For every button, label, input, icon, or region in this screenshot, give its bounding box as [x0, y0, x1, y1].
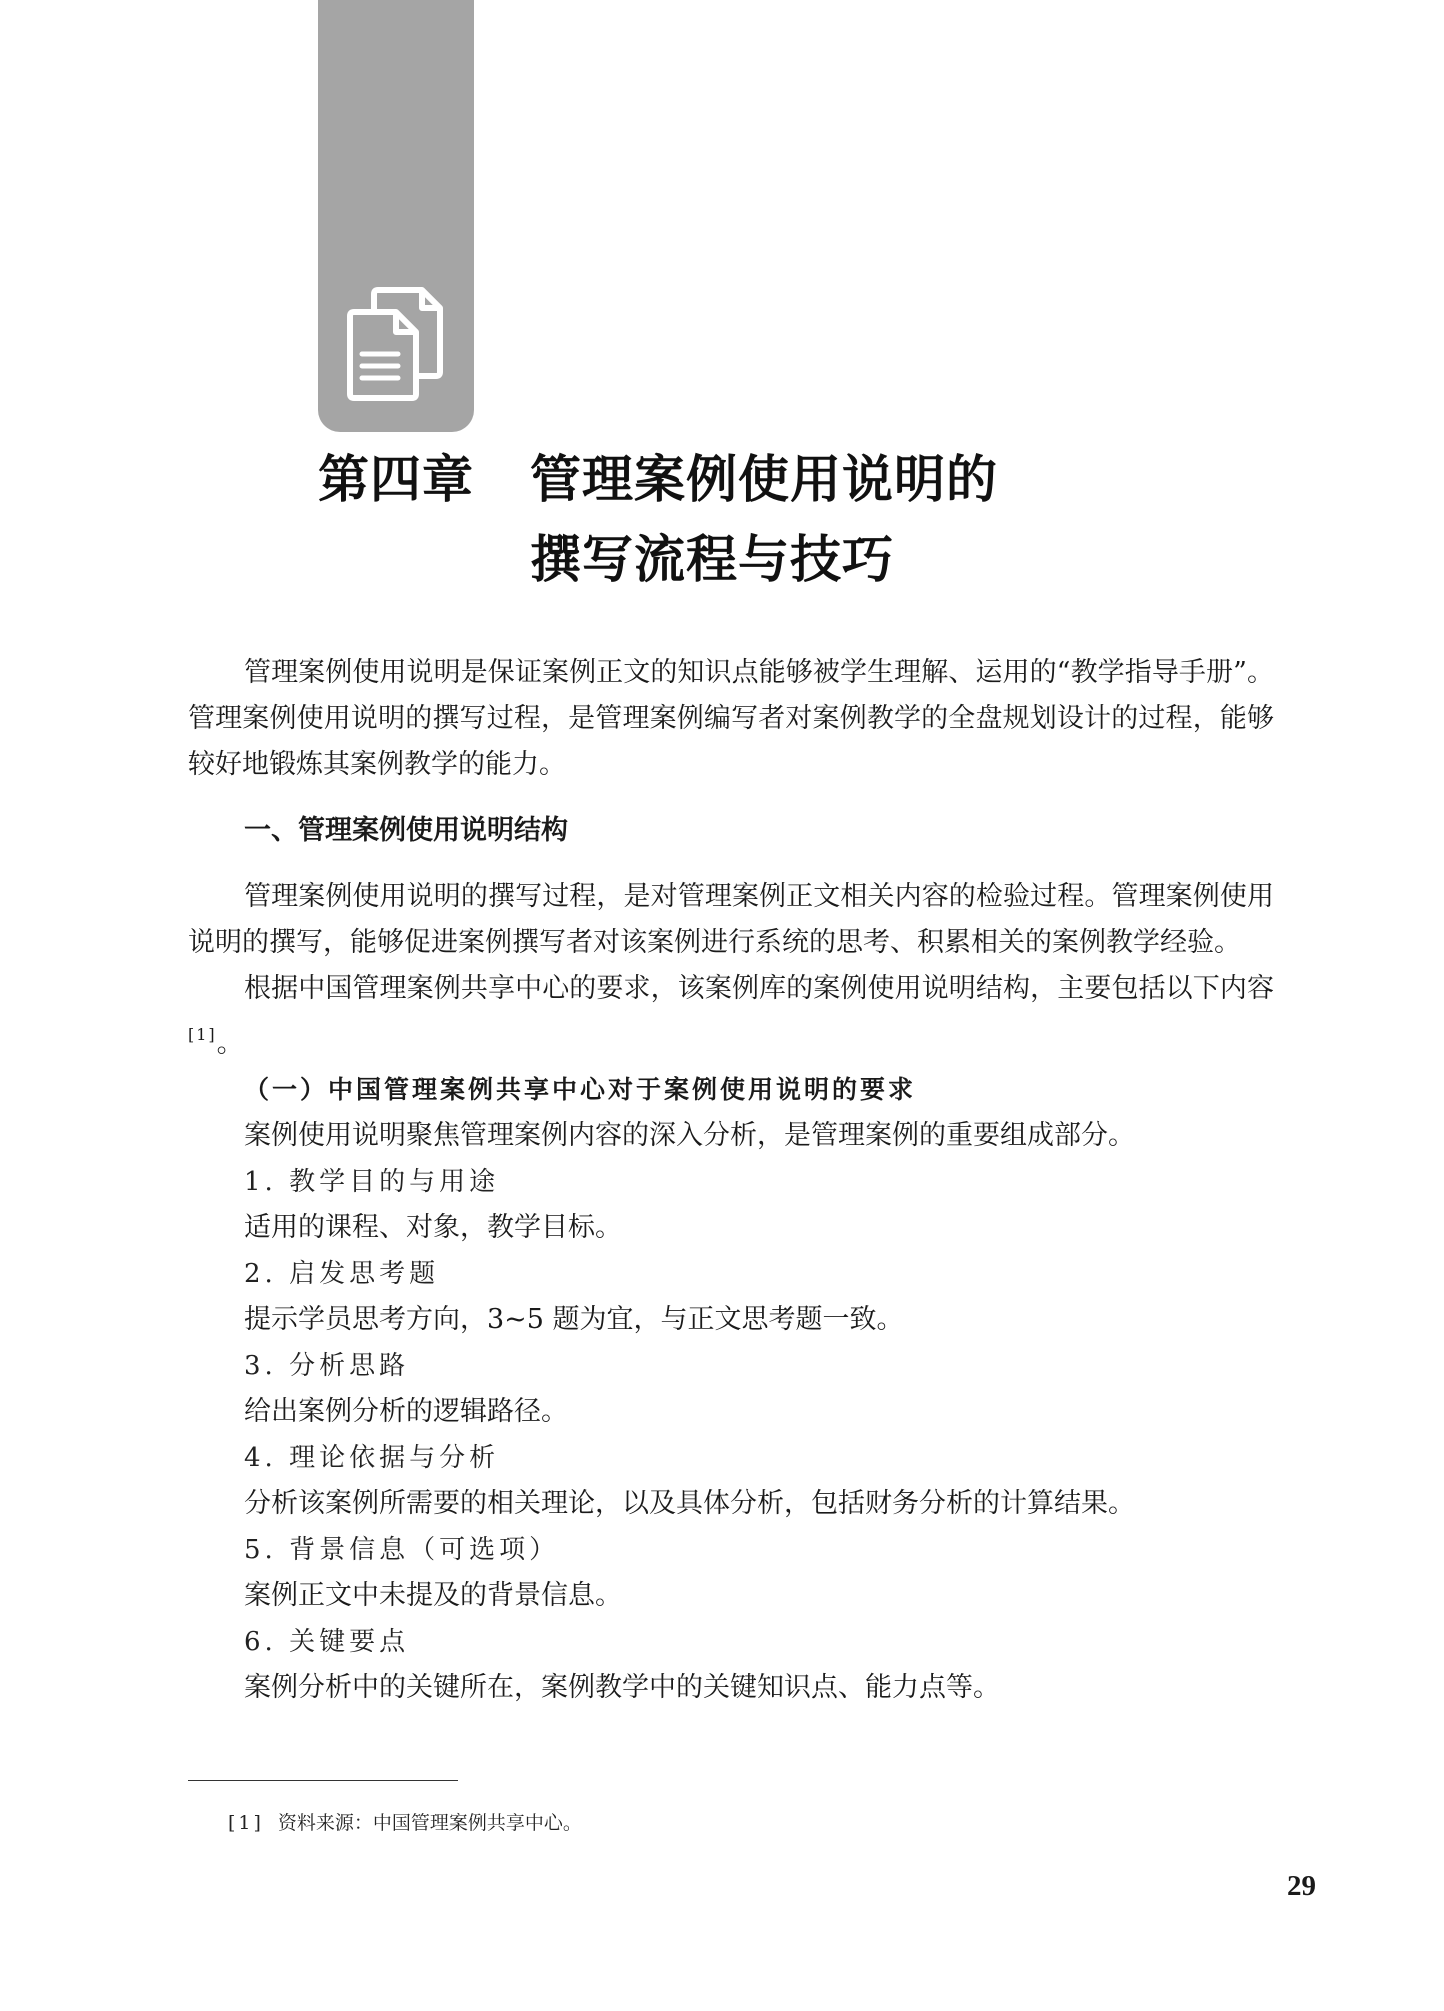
list-item-title: 4. 理论依据与分析: [244, 1443, 500, 1473]
chapter-title-line1: 管理案例使用说明的: [530, 450, 999, 510]
footnote-mark: [1]: [228, 1812, 264, 1834]
page-number: 29: [1287, 1870, 1316, 1902]
section-heading: 一、管理案例使用说明结构: [244, 815, 568, 846]
list-item-desc: 适用的课程、对象，教学目标。: [244, 1212, 622, 1243]
list-item-desc: 案例正文中未提及的背景信息。: [244, 1580, 622, 1611]
section-paragraph-2: [188, 966, 1274, 1067]
list-item-title: 6. 关键要点: [244, 1627, 410, 1657]
documents-icon: [340, 284, 452, 404]
footnote-reference[interactable]: [1]: [188, 1025, 217, 1044]
list-item-title: 5. 背景信息（可选项）: [244, 1535, 560, 1565]
footnote-divider: [188, 1780, 458, 1781]
list-item-desc: 提示学员思考方向，3~5 题为宜，与正文思考题一致。: [244, 1304, 904, 1335]
paragraph-end: 。: [216, 1028, 244, 1059]
subsection-lead: 案例使用说明聚焦管理案例内容的深入分析，是管理案例的重要组成部分。: [244, 1120, 1135, 1151]
footnote-text: 资料来源：中国管理案例共享中心。: [277, 1812, 582, 1834]
list-item-desc: 分析该案例所需要的相关理论，以及具体分析，包括财务分析的计算结果。: [244, 1488, 1135, 1519]
paragraph-text: 根据中国管理案例共享中心的要求，该案例库的案例使用说明结构，主要包括以下内容: [244, 973, 1274, 1004]
section-paragraph-1: 管理案例使用说明的撰写过程，是对管理案例正文相关内容的检验过程。管理案例使用说明的撰写，能够促进案例撰写者对该案例进行系统的思考、积累相关的案例教学经验。: [188, 881, 1274, 958]
intro-paragraph: 管理案例使用说明是保证案例正文的知识点能够被学生理解、运用的“教学指导手册”。管理案例使用说明的撰写过程，是管理案例编写者对案例教学的全盘规划设计的过程，能够较好地锻炼其案例教学的能力。: [188, 657, 1274, 780]
chapter-title-line2: 撰写流程与技巧: [530, 530, 895, 590]
subsection-heading: （一）中国管理案例共享中心对于案例使用说明的要求: [244, 1075, 917, 1104]
footnote: [228, 1808, 582, 1838]
list-item-title: 2. 启发思考题: [244, 1259, 440, 1289]
chapter-number: 第四章: [318, 450, 475, 510]
list-item-title: 1. 教学目的与用途: [244, 1167, 500, 1197]
list-item-desc: 给出案例分析的逻辑路径。: [244, 1396, 568, 1427]
list-item-title: 3. 分析思路: [244, 1351, 410, 1381]
chapter-title: [318, 440, 998, 600]
main-content: [188, 650, 1274, 1711]
list-item-desc: 案例分析中的关键所在，案例教学中的关键知识点、能力点等。: [244, 1672, 1000, 1703]
